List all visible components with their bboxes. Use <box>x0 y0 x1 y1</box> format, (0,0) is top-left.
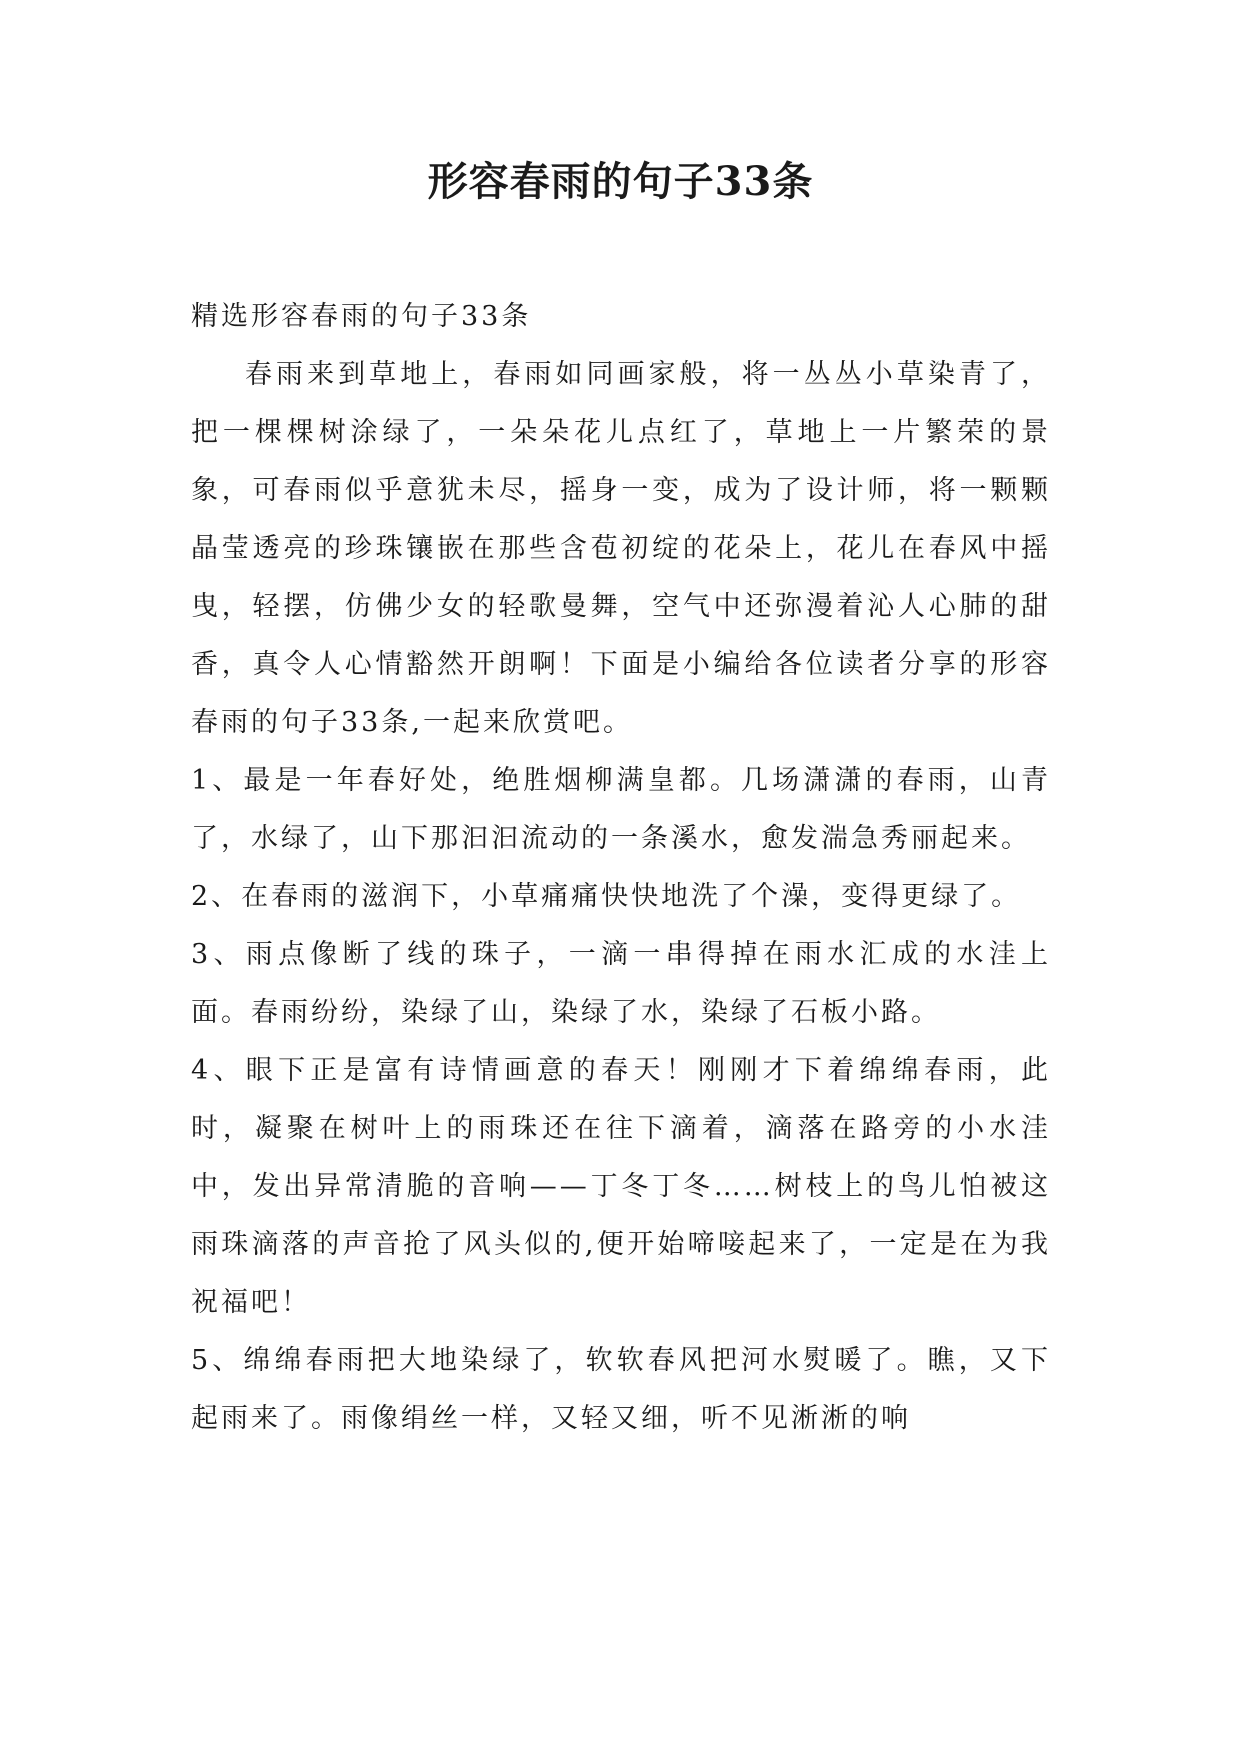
list-item-5: 5、绵绵春雨把大地染绿了，软软春风把河水熨暖了。瞧，又下起雨来了。雨像绢丝一样，又轻又细，听不见淅淅的响 <box>191 1345 1051 1434</box>
document-body <box>191 288 1051 1448</box>
document-subtitle: 精选形容春雨的句子33条 <box>191 301 532 332</box>
list-item-1: 1、最是一年春好处，绝胜烟柳满皇都。几场潇潇的春雨，山青了，水绿了，山下那汩汩流动的一条溪水，愈发湍急秀丽起来。 <box>191 765 1051 854</box>
intro-paragraph: 春雨来到草地上，春雨如同画家般，将一丛丛小草染青了，把一棵棵树涂绿了，一朵朵花儿点红了，草地上一片繁荣的景象，可春雨似乎意犹未尽，摇身一变，成为了设计师，将一颗颗晶莹透亮的珍珠镶嵌在那些含苞初绽的花朵上，花儿在春风中摇曳，轻摆，仿佛少女的轻歌曼舞，空气中还弥漫着沁人心肺的甜香，真令人心情豁然开朗啊！下面是小编给各位读者分享的形容春雨的句子33条,一起来欣赏吧。 <box>191 359 1051 738</box>
list-item-3: 3、雨点像断了线的珠子，一滴一串得掉在雨水汇成的水洼上面。春雨纷纷，染绿了山，染绿了水，染绿了石板小路。 <box>191 939 1051 1028</box>
list-item-2: 2、在春雨的滋润下，小草痛痛快快地洗了个澡，变得更绿了。 <box>191 881 1022 912</box>
list-item-4: 4、眼下正是富有诗情画意的春天！刚刚才下着绵绵春雨，此时，凝聚在树叶上的雨珠还在往下滴着，滴落在路旁的小水洼中，发出异常清脆的音响——丁冬丁冬……树枝上的鸟儿怕被这雨珠滴落的声音抢了风头似的,便开始啼唼起来了，一定是在为我祝福吧！ <box>191 1055 1051 1318</box>
document-title: 形容春雨的句子33条 <box>427 158 814 205</box>
